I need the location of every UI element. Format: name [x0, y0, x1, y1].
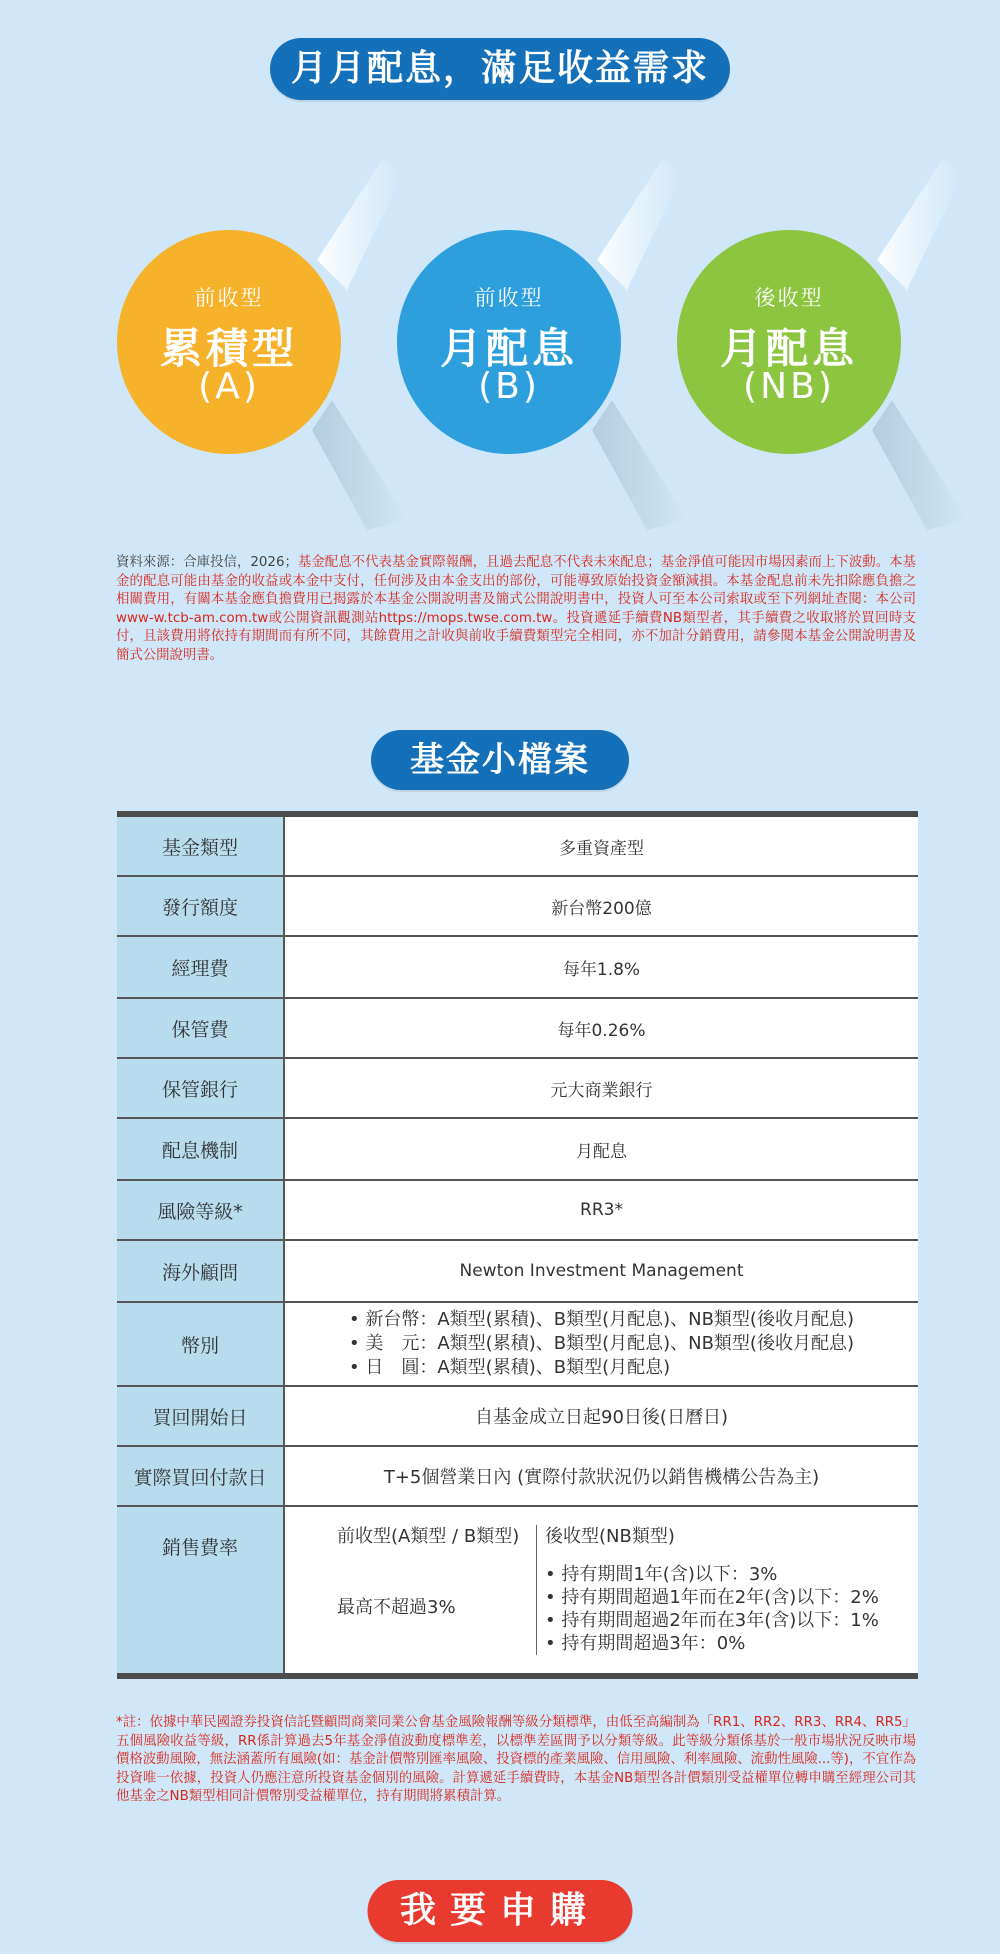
row-label: 銷售費率 — [117, 1507, 285, 1673]
table-row — [117, 1119, 918, 1181]
class-nb-fee-type: 後收型 — [754, 286, 824, 310]
back-load-list — [545, 1563, 879, 1655]
row-value: 多重資產型 — [285, 817, 918, 875]
front-load-header: 前收型(A類型 / B類型) — [337, 1526, 520, 1547]
page-title: 月月配息，滿足收益需求 — [270, 38, 730, 100]
class-nb-card — [677, 150, 1000, 530]
back-load-header: 後收型(NB類型) — [545, 1526, 675, 1547]
table-row — [117, 1241, 918, 1303]
row-value: RR3* — [285, 1181, 918, 1239]
table-row — [117, 817, 918, 877]
risk-rating-note: *註：依據中華民國證券投資信託暨顧問商業同業公會基金風險報酬等級分類標準，由低至高編制為「RR1、RR2、RR3、RR4、RR5」五個風險收益等級，RR係計算過去5年基金淨值波動度標準差，以標準差區間予以分類等級。此等級分類係基於一般市場狀況反映市場價格波動風險，無法涵蓋所有風險(如：基金計價幣別匯率風險、投資標的產業風險、信用風險、利率風險、流動性風險...等)，不宜作為投資唯一依據，投資人仍應注意所投資基金個別的風險。計算遞延手續費時，本基金NB類型各計價類別受益權單位轉申購至經理公司其他基金之NB類型相同計價幣別受益權單位，持有期間將累積計算。 — [116, 1715, 916, 1805]
class-nb-code: (NB) — [743, 366, 835, 407]
fund-profile-table — [117, 811, 918, 1679]
row-label: 買回開始日 — [117, 1387, 285, 1445]
class-a-fee-type: 前收型 — [194, 286, 264, 310]
row-value — [285, 1507, 918, 1673]
table-row-sales-fee — [117, 1507, 918, 1673]
list-item: • 持有期間超過2年而在3年(含)以下：1% — [545, 1609, 879, 1632]
row-label: 經理費 — [117, 937, 285, 997]
class-a-name: 累積型 — [159, 324, 298, 373]
row-label: 風險等級* — [117, 1181, 285, 1239]
disclaimer-body: 基金配息不代表基金實際報酬，且過去配息不代表未來配息；基金淨值可能因市場因素而上下波動。本基金的配息可能由基金的收益或本金中支付，任何涉及由本金支出的部份，可能導致原始投資金額減損。本基金配息前未先扣除應負擔之相關費用，有關本基金應負擔費用已揭露於本基金公開說明書及簡式公開說明書中，投資人可至本公司索取或至下列網址查閱：本公司www-w.tcb-am.com.tw或公開資訊觀測站https://mops.twse.com.tw。投資遞延手續費NB類型者，其手續費之收取將於買回時支付，且該費用將依持有期間而有所不同，其餘費用之計收與前收手續費類型完全相同，亦不加計分銷費用，請參閱本基金公開說明書及簡式公開說明書。 — [116, 555, 917, 663]
class-b-code: (B) — [478, 366, 540, 407]
row-label: 實際買回付款日 — [117, 1447, 285, 1505]
row-value: T+5個營業日內 (實際付款狀況仍以銷售機構公告為主) — [285, 1447, 918, 1505]
class-nb-circle — [677, 230, 901, 454]
list-item: • 持有期間超過1年而在2年(含)以下：2% — [545, 1586, 879, 1609]
disclaimer-source: 資料來源：合庫投信，2026； — [116, 555, 298, 570]
row-label: 發行額度 — [117, 877, 285, 935]
list-item: • 新台幣：A類型(累積)、B類型(月配息)、NB類型(後收月配息) — [349, 1308, 854, 1332]
table-row — [117, 937, 918, 999]
row-value: 元大商業銀行 — [285, 1059, 918, 1117]
row-value: 每年1.8% — [285, 937, 918, 997]
row-label: 海外顧問 — [117, 1241, 285, 1301]
back-load-column — [537, 1525, 879, 1655]
list-item: • 持有期間1年(含)以下：3% — [545, 1563, 879, 1586]
table-row-currency — [117, 1303, 918, 1387]
class-b-name: 月配息 — [439, 324, 578, 373]
apply-button[interactable]: 我要申購 — [368, 1880, 633, 1942]
fund-class-section — [0, 150, 1000, 540]
row-label: 幣別 — [117, 1303, 285, 1385]
row-label: 保管費 — [117, 999, 285, 1057]
table-row — [117, 1447, 918, 1507]
row-value: Newton Investment Management — [285, 1241, 918, 1301]
class-a-code: (A) — [198, 366, 260, 407]
list-item: • 持有期間超過3年：0% — [545, 1632, 879, 1655]
dividend-disclaimer — [116, 554, 916, 666]
class-b-circle — [397, 230, 621, 454]
front-load-column — [337, 1525, 537, 1655]
table-row — [117, 999, 918, 1059]
row-label: 配息機制 — [117, 1119, 285, 1179]
table-row — [117, 1181, 918, 1241]
row-value — [285, 1303, 918, 1385]
list-item: • 日 圓：A類型(累積)、B類型(月配息) — [349, 1356, 854, 1380]
fund-profile-title: 基金小檔案 — [371, 730, 629, 790]
row-value: 新台幣200億 — [285, 877, 918, 935]
table-row — [117, 1059, 918, 1119]
row-value: 自基金成立日起90日後(日曆日) — [285, 1387, 918, 1445]
row-label: 基金類型 — [117, 817, 285, 875]
class-b-fee-type: 前收型 — [474, 286, 544, 310]
front-load-value: 最高不超過3% — [337, 1597, 456, 1618]
row-value: 每年0.26% — [285, 999, 918, 1057]
class-nb-name: 月配息 — [719, 324, 858, 373]
table-row — [117, 877, 918, 937]
currency-list — [349, 1308, 854, 1380]
table-row — [117, 1387, 918, 1447]
row-label: 保管銀行 — [117, 1059, 285, 1117]
class-a-circle — [117, 230, 341, 454]
list-item: • 美 元：A類型(累積)、B類型(月配息)、NB類型(後收月配息) — [349, 1332, 854, 1356]
row-value: 月配息 — [285, 1119, 918, 1179]
